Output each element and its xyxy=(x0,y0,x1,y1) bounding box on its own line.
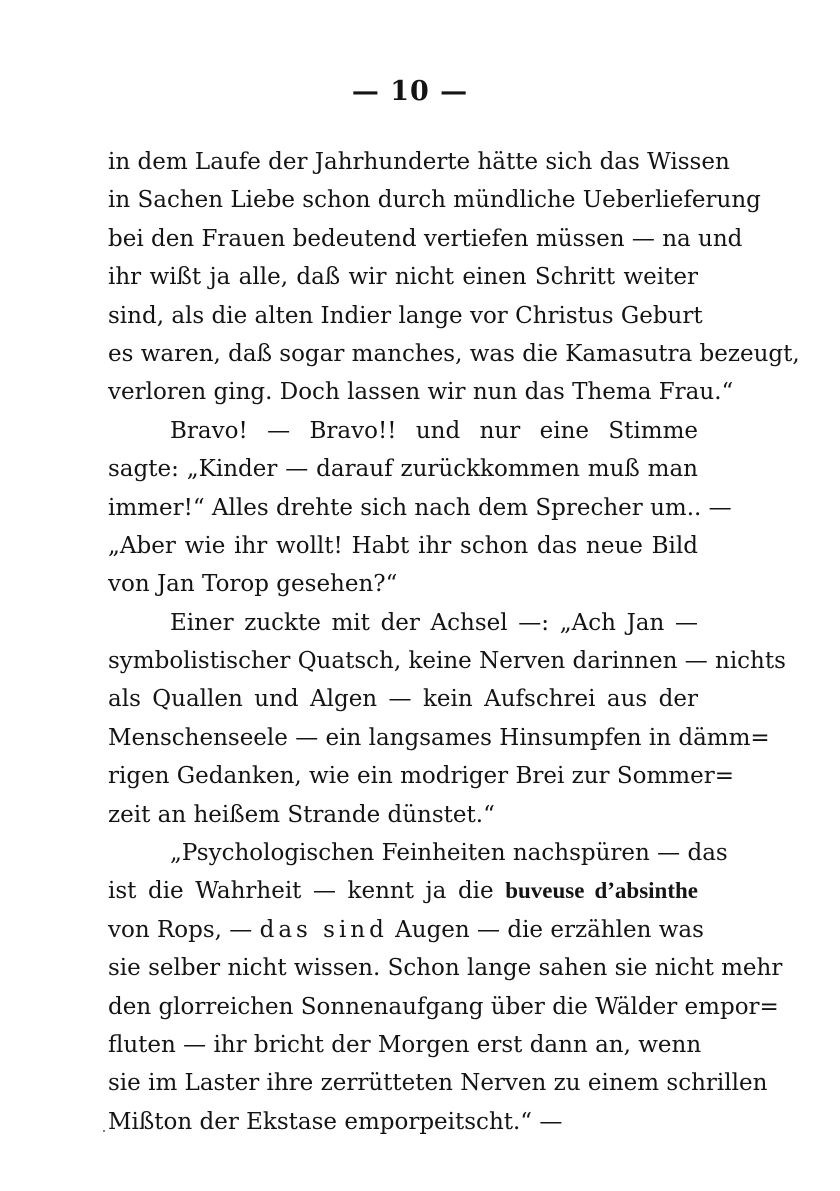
latin-phrase: buveuse d’absinthe xyxy=(505,878,699,904)
text-line: es waren, daß sogar manches, was die Kamasutra bezeugt, xyxy=(108,340,800,367)
text-line: fluten — ihr bricht der Morgen erst dann an, wenn xyxy=(108,1031,702,1058)
text-run: ist die Wahrheit — kennt ja die xyxy=(108,878,506,905)
text-line: bei den Frauen bedeutend vertiefen müssen — na und xyxy=(108,225,743,252)
text-run: von Rops, — xyxy=(108,916,260,943)
text-line: sie im Laster ihre zerrütteten Nerven zu einem schrillen xyxy=(108,1070,768,1097)
text-line: „Psychologischen Feinheiten nachspüren — das xyxy=(170,840,728,867)
text-line: in dem Laufe der Jahrhunderte hätte sich das Wissen xyxy=(108,149,730,175)
text-line: von Jan Torop gesehen?“ xyxy=(108,571,398,598)
paper-speck xyxy=(103,1130,105,1132)
text-line: „Aber wie ihr wollt! Habt ihr schon das neue Bild xyxy=(108,532,698,559)
text-line: rigen Gedanken, wie ein modriger Brei zur Sommer= xyxy=(108,763,734,790)
text-line xyxy=(108,872,698,910)
text-line: in Sachen Liebe schon durch mündliche Ueberlieferung xyxy=(108,187,761,214)
text-line: Einer zuckte mit der Achsel —: „Ach Jan — xyxy=(170,609,698,636)
text-line: Bravo! — Bravo!! und nur eine Stimme xyxy=(170,417,698,444)
text-line: verloren ging. Doch lassen wir nun das Thema Frau.“ xyxy=(108,379,734,406)
text-line: symbolistischer Quatsch, keine Nerven darinnen — nichts xyxy=(108,648,786,675)
text-run: — die erzählen was xyxy=(469,916,704,943)
text-line: Mißton der Ekstase emporpeitscht.“ — xyxy=(108,1108,563,1135)
text-line: als Quallen und Algen — kein Aufschrei aus der xyxy=(108,686,698,713)
text-line: sie selber nicht wissen. Schon lange sahen sie nicht mehr xyxy=(108,955,783,982)
text-line xyxy=(108,911,704,949)
spaced-phrase: das sind xyxy=(259,916,388,943)
text-line: den glorreichen Sonnenaufgang über die Wälder empor= xyxy=(108,993,779,1020)
text-line: sind, als die alten Indier lange vor Christus Geburt xyxy=(108,302,703,329)
text-line: ihr wißt ja alle, daß wir nicht einen Schritt weiter xyxy=(108,264,698,291)
body-text xyxy=(108,143,800,1141)
page-number: — 10 — xyxy=(351,76,469,107)
text-line: Menschenseele — ein langsames Hinsumpfen in dämm= xyxy=(108,724,770,751)
text-run: Augen xyxy=(387,916,470,943)
text-line: immer!“ Alles drehte sich nach dem Sprecher um.. — xyxy=(108,494,732,521)
text-line: zeit an heißem Strande dünstet.“ xyxy=(108,801,495,828)
text-line: sagte: „Kinder — darauf zurückkommen muß man xyxy=(108,456,698,483)
